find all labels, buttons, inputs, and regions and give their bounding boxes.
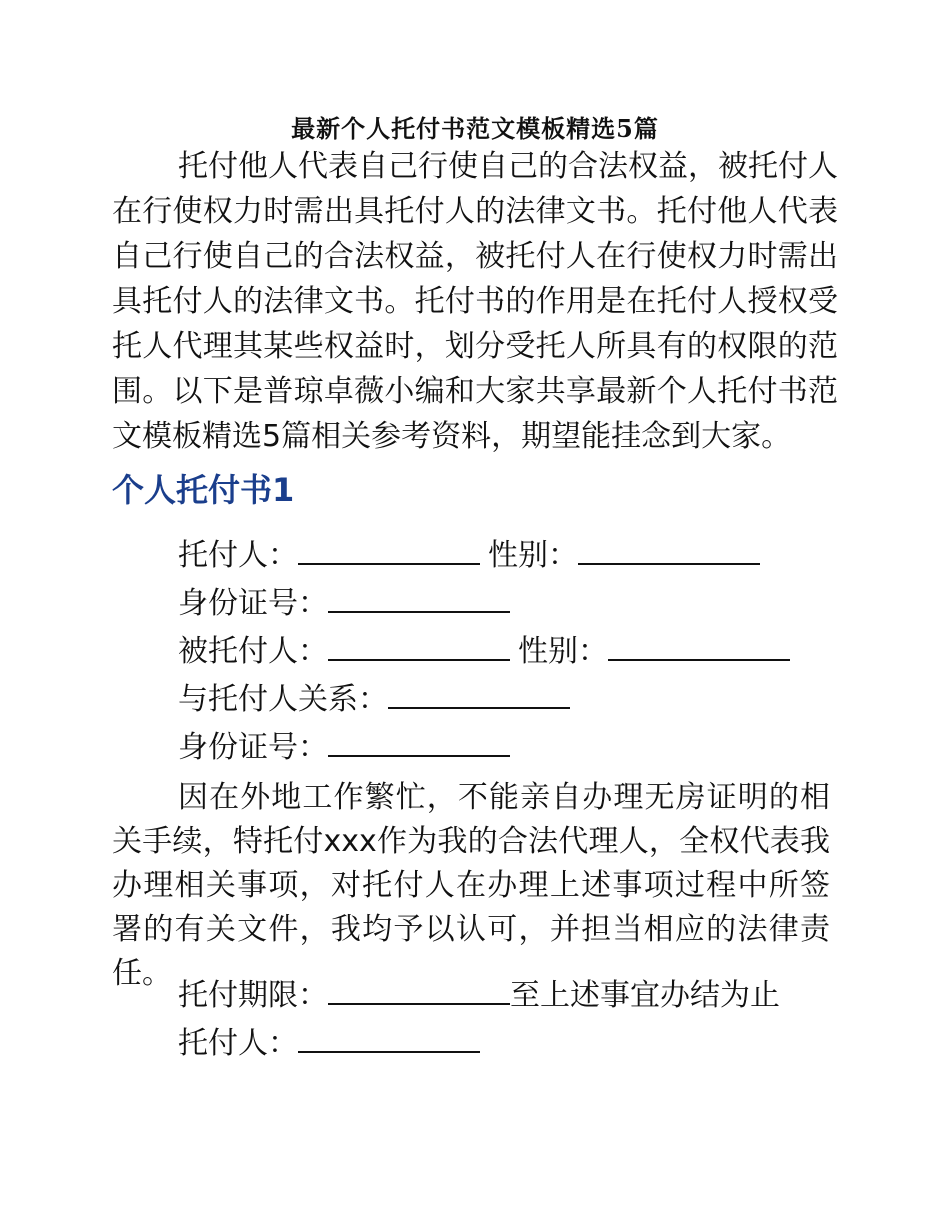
relation-blank[interactable]: [388, 681, 570, 709]
principal-id-row: [178, 584, 518, 624]
principal-label: 托付人：: [178, 538, 298, 573]
agent-label: 被托付人：: [178, 634, 328, 669]
term-blank[interactable]: [328, 977, 510, 1005]
term-label: 托付期限：: [178, 978, 328, 1013]
gender-label-2: 性别：: [518, 634, 608, 669]
term-suffix: 至上述事宜办结为止: [510, 978, 780, 1013]
gender-label-1: 性别：: [488, 538, 578, 573]
signature-row: [178, 1024, 488, 1064]
body-paragraph: 因在外地工作繁忙，不能亲自办理无房证明的相关手续，特托付xxx作为我的合法代理人，全权代表我办理相关事项，对托付人在办理上述事项过程中所签署的有关文件，我均予以认可，并担当相应的法律责任。: [112, 780, 830, 991]
id-blank-1[interactable]: [328, 585, 510, 613]
gender-blank-2[interactable]: [608, 633, 790, 661]
id-label-1: 身份证号：: [178, 586, 328, 621]
document-title: 最新个人托付书范文模板精选5篇: [291, 114, 659, 143]
signature-blank[interactable]: [298, 1025, 480, 1053]
signature-label: 托付人：: [178, 1026, 298, 1061]
id-blank-2[interactable]: [328, 729, 510, 757]
agent-blank[interactable]: [328, 633, 510, 661]
principal-field-row: [178, 536, 768, 576]
id-label-2: 身份证号：: [178, 730, 328, 765]
relation-label: 与托付人关系：: [178, 682, 388, 717]
intro-paragraph: 托付他人代表自己行使自己的合法权益，被托付人在行使权力时需出具托付人的法律文书。托付他人代表自己行使自己的合法权益，被托付人在行使权力时需出具托付人的法律文书。托付书的作用是在托付人授权受托人代理其某些权益时，划分受托人所具有的权限的范围。以下是普琼卓薇小编和大家共享最新个人托付书范文模板精选5篇相关参考资料，期望能挂念到大家。: [112, 149, 838, 454]
agent-field-row: [178, 632, 798, 672]
gender-blank-1[interactable]: [578, 537, 760, 565]
principal-blank[interactable]: [298, 537, 480, 565]
relation-field-row: [178, 680, 578, 720]
agent-id-row: [178, 728, 518, 768]
term-row: [178, 976, 780, 1016]
section-heading: 个人托付书1: [112, 471, 295, 509]
